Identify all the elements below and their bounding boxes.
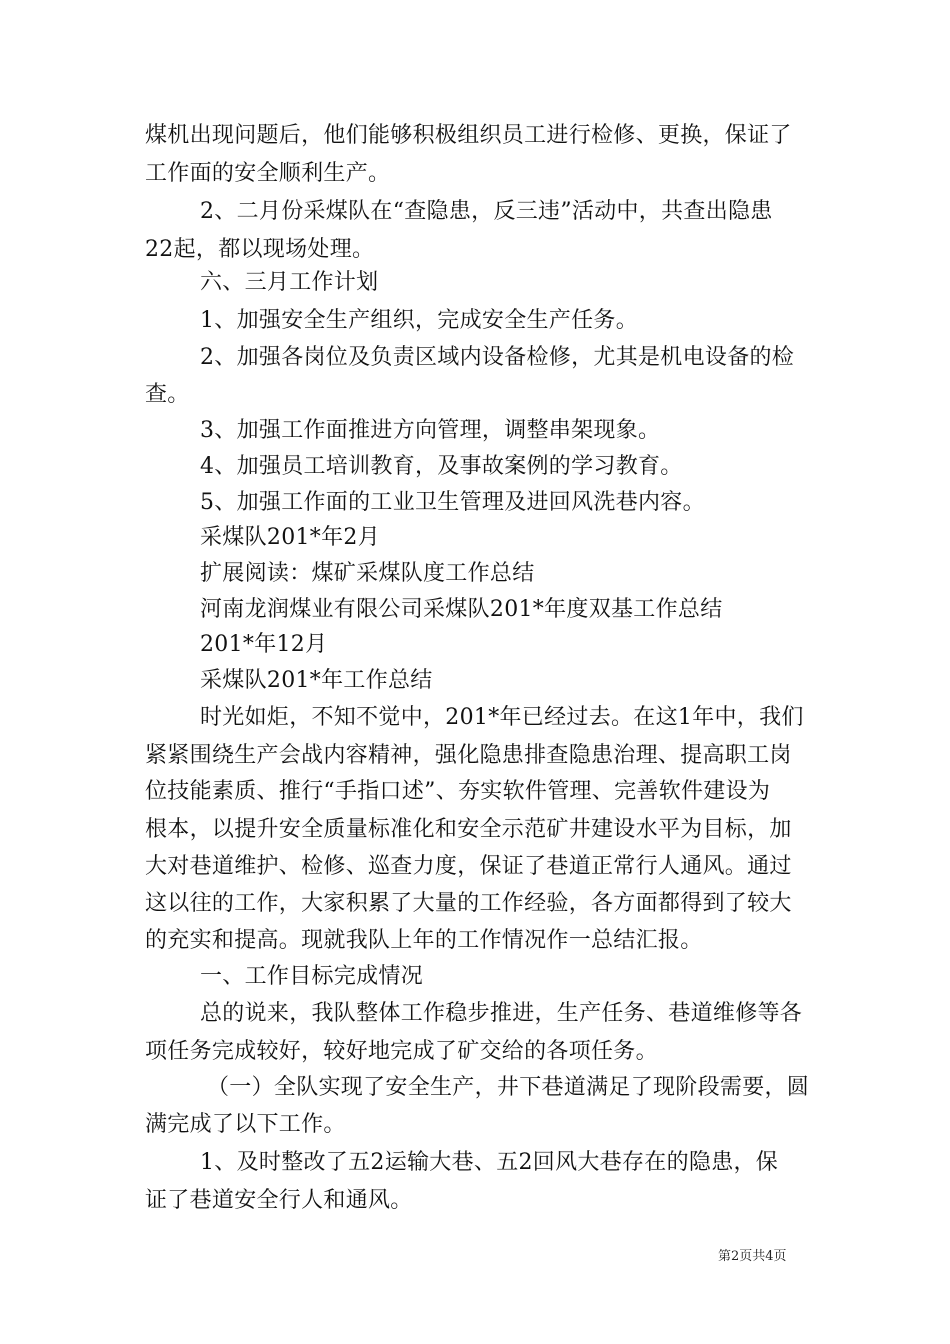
- text-line: 煤机出现问题后，他们能够积极组织员工进行检修、更换，保证了: [145, 123, 792, 148]
- text-line: 2、二月份采煤队在“查隐患，反三违”活动中，共查出隐患: [200, 199, 773, 224]
- text-line: 查。: [145, 382, 190, 407]
- text-line: 位技能素质、推行“手指口述”、夯实软件管理、完善软件建设为: [145, 779, 771, 804]
- page-number: 第2页共4页: [718, 1249, 787, 1264]
- text-line: 这以往的工作，大家积累了大量的工作经验，各方面都得到了较大: [145, 891, 792, 916]
- text-line: （一）全队实现了安全生产，井下巷道满足了现阶段需要，圆: [207, 1075, 810, 1100]
- text-line: 22起，都以现场处理。: [145, 237, 375, 262]
- text-line: 时光如炬，不知不觉中，201*年已经过去。在这1年中，我们: [200, 705, 804, 730]
- text-line: 根本，以提升安全质量标准化和安全示范矿井建设水平为目标，加: [145, 817, 792, 842]
- text-line: 项任务完成较好，较好地完成了矿交给的各项任务。: [145, 1039, 658, 1064]
- document-title: 河南龙润煤业有限公司采煤队201*年度双基工作总结: [200, 597, 723, 622]
- text-line: 总的说来，我队整体工作稳步推进，生产任务、巷道维修等各: [200, 1001, 803, 1026]
- text-line: 的充实和提高。现就我队上年的工作情况作一总结汇报。: [145, 928, 703, 953]
- text-line: 采煤队201*年工作总结: [200, 668, 433, 693]
- text-line: 扩展阅读：煤矿采煤队度工作总结: [200, 561, 535, 586]
- signature-line: 采煤队201*年2月: [200, 525, 380, 550]
- section-heading: 一、工作目标完成情况: [200, 964, 424, 989]
- text-line: 紧紧围绕生产会战内容精神，强化隐患排查隐患治理、提高职工岗: [145, 743, 792, 768]
- text-line: 5、加强工作面的工业卫生管理及进回风洗巷内容。: [200, 490, 705, 515]
- text-line: 1、加强安全生产组织，完成安全生产任务。: [200, 308, 638, 333]
- section-heading: 六、三月工作计划: [200, 270, 379, 295]
- text-line: 2、加强各岗位及负责区域内设备检修，尤其是机电设备的检: [200, 345, 795, 370]
- text-line: 大对巷道维护、检修、巡查力度，保证了巷道正常行人通风。通过: [145, 854, 792, 879]
- date-line: 201*年12月: [200, 632, 328, 657]
- text-line: 4、加强员工培训教育，及事故案例的学习教育。: [200, 454, 683, 479]
- text-line: 工作面的安全顺利生产。: [145, 161, 391, 186]
- text-line: 证了巷道安全行人和通风。: [145, 1188, 413, 1213]
- text-line: 3、加强工作面推进方向管理，调整串架现象。: [200, 418, 661, 443]
- text-line: 满完成了以下工作。: [145, 1112, 346, 1137]
- text-line: 1、及时整改了五2运输大巷、五2回风大巷存在的隐患，保: [200, 1150, 779, 1175]
